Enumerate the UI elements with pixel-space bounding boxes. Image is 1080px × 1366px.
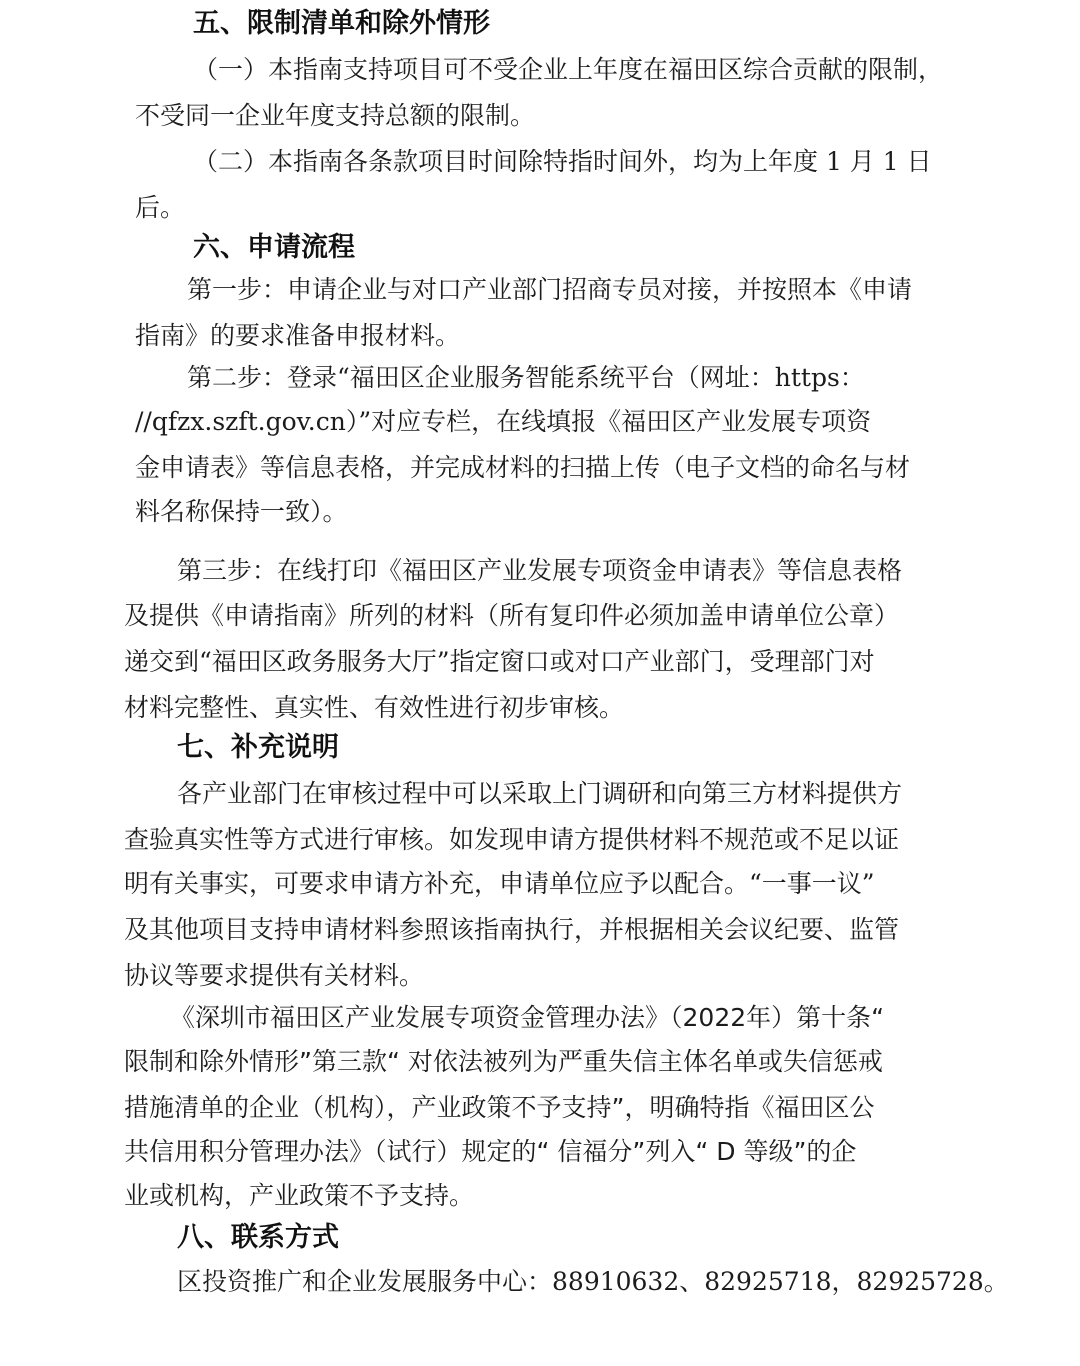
section-7-p1-line-5: 协议等要求提供有关材料。	[124, 961, 425, 990]
section-5-p1-line-2: 不受同一企业年度支持总额的限制。	[135, 101, 536, 130]
step-3-line-1: 第三步：在线打印《福田区产业发展专项资金申请表》等信息表格	[177, 556, 903, 585]
section-7-p2-line-3: 措施清单的企业（机构），产业政策不予支持”，明确特指《福田区公	[124, 1093, 875, 1122]
step-3-line-4: 材料完整性、真实性、有效性进行初步审核。	[124, 693, 625, 722]
section-5-p1-line-1: （一）本指南支持项目可不受企业上年度在福田区综合贡献的限制，	[193, 55, 944, 84]
section-7-p2-line-5: 业或机构，产业政策不予支持。	[124, 1181, 475, 1210]
section-7-p2-line-1: 《深圳市福田区产业发展专项资金管理办法》（2022年）第十条“	[170, 1003, 885, 1032]
section-5-p2-line-2: 后。	[135, 193, 186, 222]
section-8-heading: 八、联系方式	[177, 1222, 339, 1253]
section-7-p2-line-2: 限制和除外情形”第三款“ 对依法被列为严重失信主体名单或失信惩戒	[124, 1047, 883, 1076]
contact-line: 区投资推广和企业发展服务中心：88910632、82925718，82925728。	[177, 1267, 1009, 1296]
section-6-heading: 六、申请流程	[193, 232, 355, 263]
section-5-p2-line-1: （二）本指南各条款项目时间除特指时间外，均为上年度 1 月 1 日	[193, 147, 932, 176]
step-1-line-1: 第一步：申请企业与对口产业部门招商专员对接，并按照本《申请	[187, 275, 913, 304]
section-7-p1-line-4: 及其他项目支持申请材料参照该指南执行，并根据相关会议纪要、监管	[124, 915, 900, 944]
section-5-heading: 五、限制清单和除外情形	[193, 8, 490, 39]
step-3-line-3: 递交到“福田区政务服务大厅”指定窗口或对口产业部门，受理部门对	[124, 647, 875, 676]
section-7-p2-line-4: 共信用积分管理办法》（试行）规定的“ 信福分”列入“ D 等级”的企	[124, 1137, 857, 1166]
section-7-heading: 七、补充说明	[177, 732, 339, 763]
step-2-line-3: 金申请表》等信息表格，并完成材料的扫描上传（电子文档的命名与材	[135, 453, 911, 482]
step-2-line-4: 料名称保持一致）。	[135, 497, 348, 526]
step-3-line-2: 及提供《申请指南》所列的材料（所有复印件必须加盖申请单位公章）	[124, 601, 900, 630]
step-2-line-1: 第二步：登录“福田区企业服务智能系统平台（网址：https：	[187, 363, 865, 392]
section-7-p1-line-3: 明有关事实，可要求申请方补充，申请单位应予以配合。“一事一议”	[124, 869, 875, 898]
step-2-line-2: //qfzx.szft.gov.cn）”对应专栏，在线填报《福田区产业发展专项资	[135, 407, 872, 436]
section-7-p1-line-1: 各产业部门在审核过程中可以采取上门调研和向第三方材料提供方	[177, 779, 903, 808]
section-7-p1-line-2: 查验真实性等方式进行审核。如发现申请方提供材料不规范或不足以证	[124, 825, 900, 854]
step-1-line-2: 指南》的要求准备申报材料。	[135, 321, 461, 350]
